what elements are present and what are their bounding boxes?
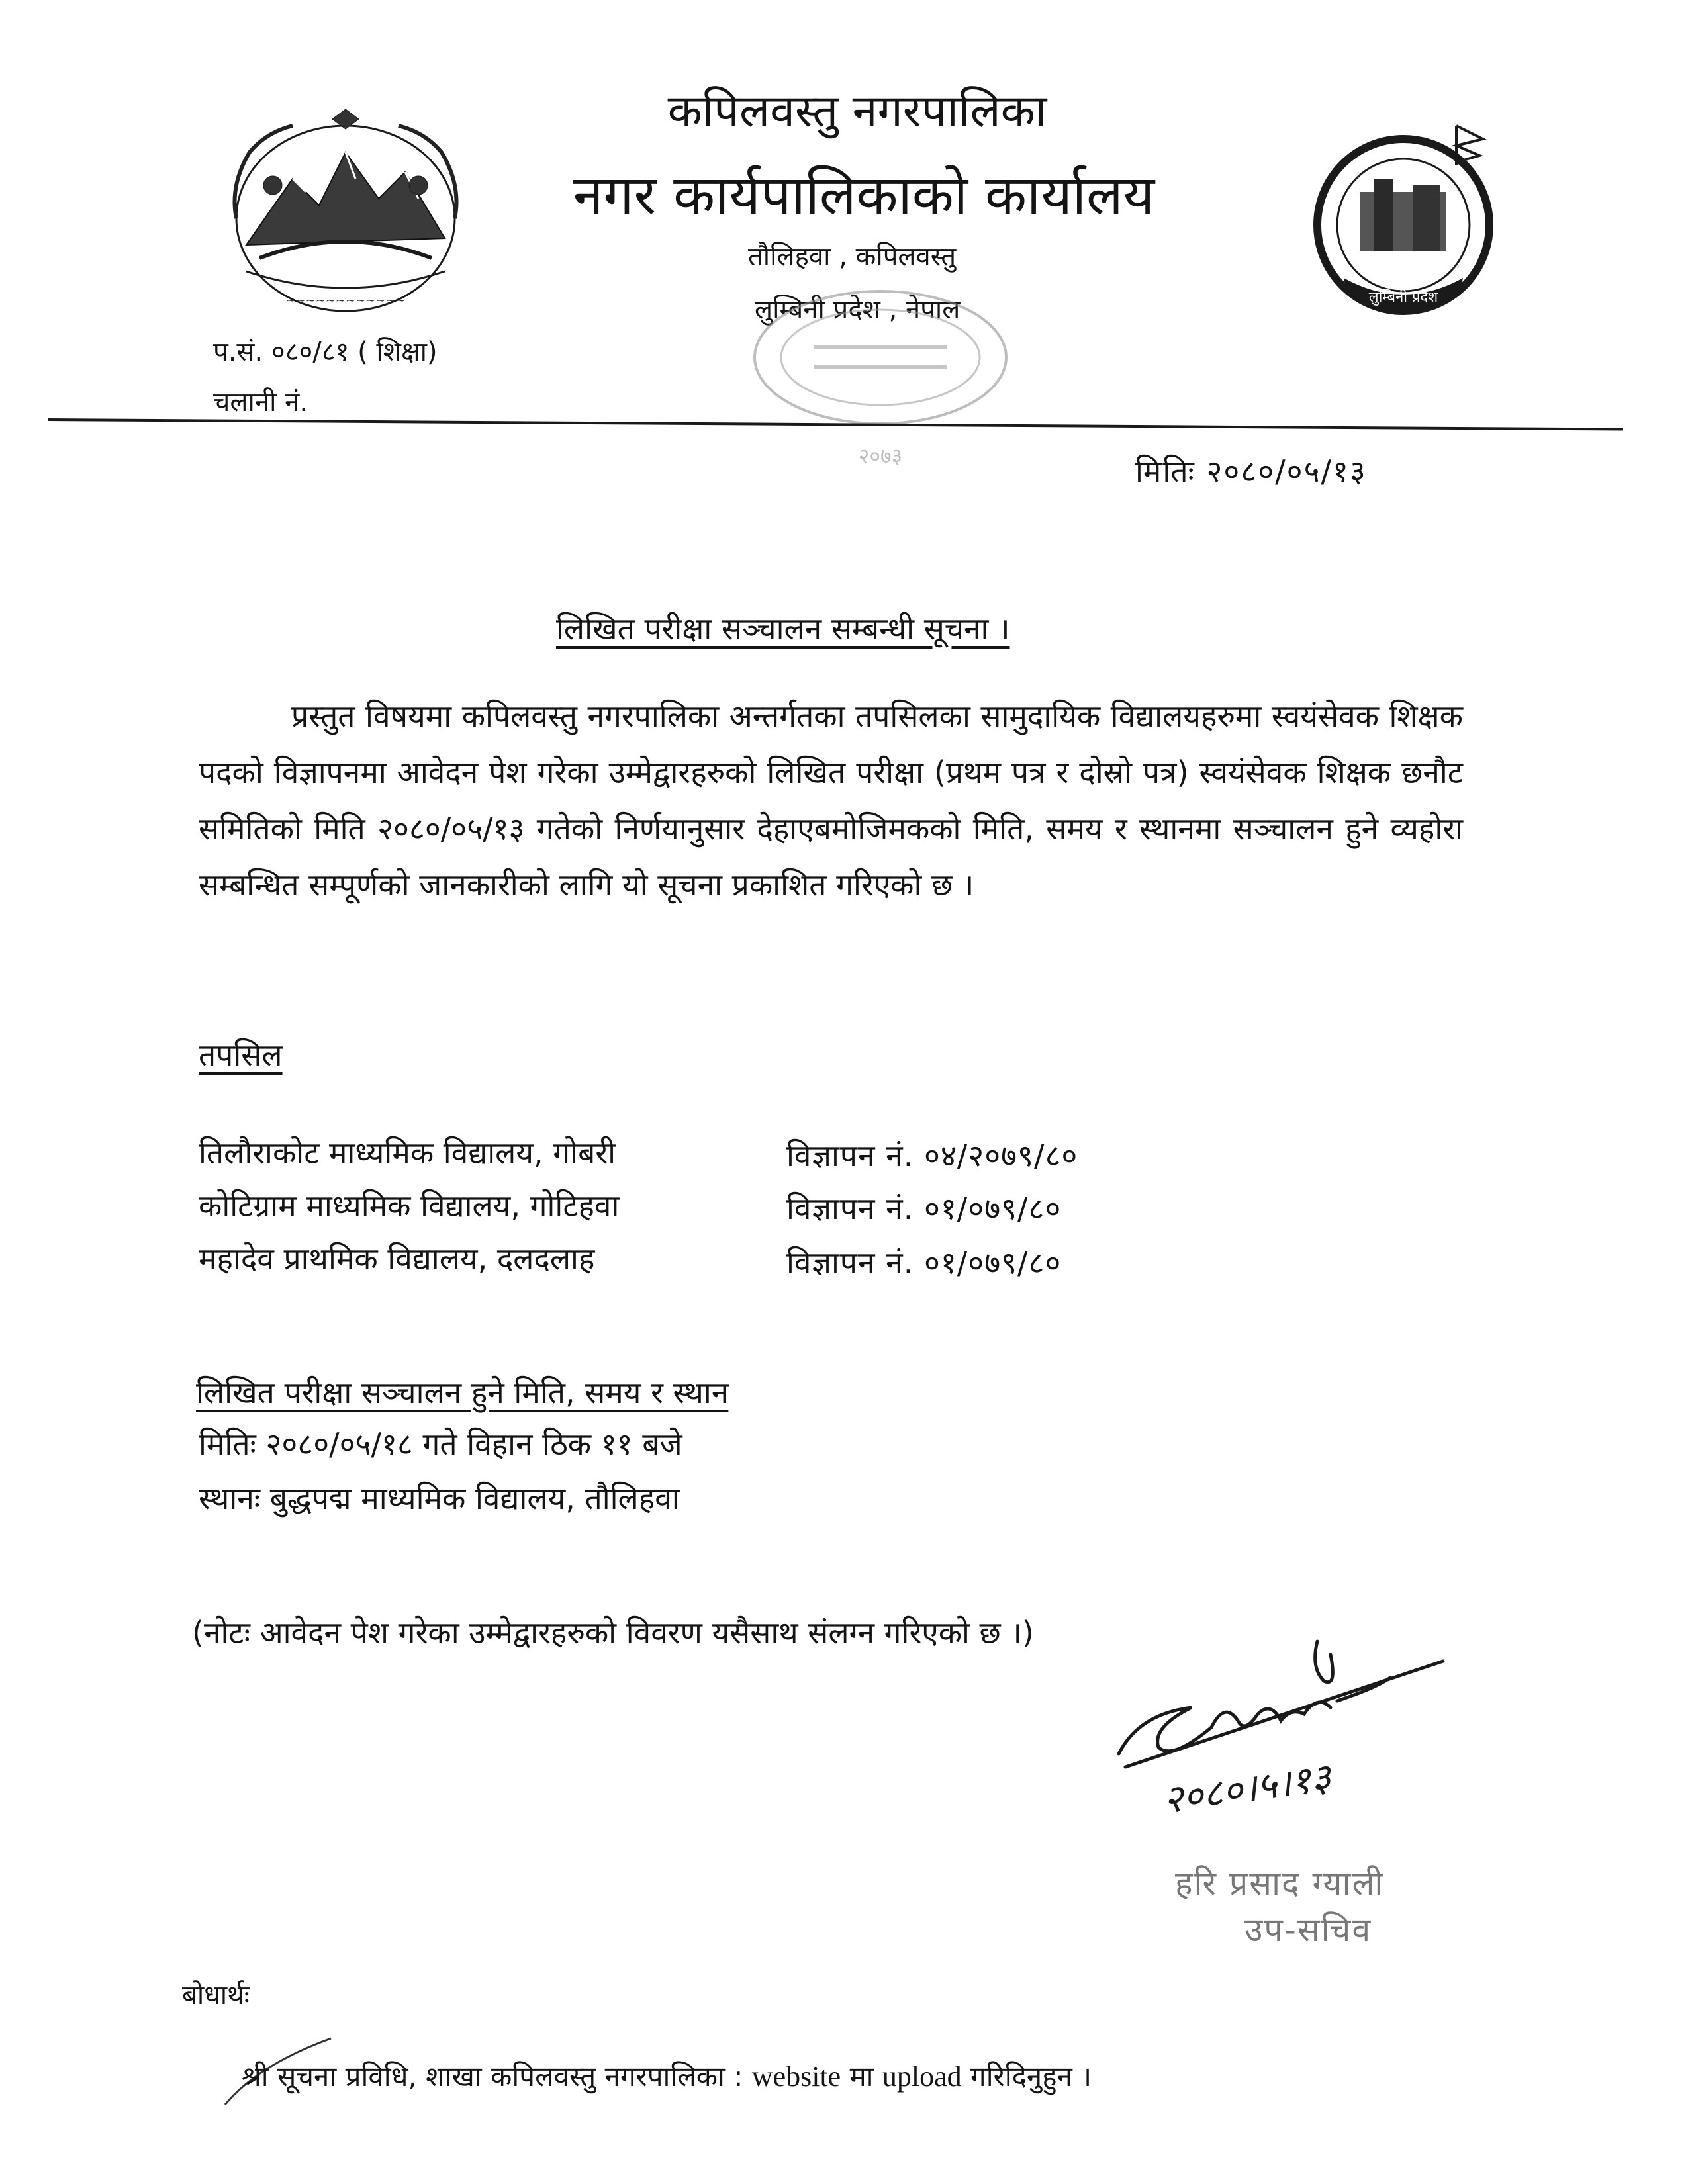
schedule-heading: तपसिल [199, 1037, 283, 1073]
office-location: तौलिहवा , कपिलवस्तु [748, 242, 957, 272]
exam-place: स्थानः बुद्धपद्म माध्यमिक विद्यालय, तौलिहवा [199, 1480, 680, 1516]
copy-to-upload: upload [882, 2060, 962, 2093]
school-advert-number: विज्ञापन नं. ०१/०७९/८० [786, 1245, 1062, 1281]
notice-body: प्रस्तुत विषयमा कपिलवस्तु नगरपालिका अन्तर्गतका तपसिलका सामुदायिक विद्यालयहरुमा स्वयंसेवक शिक्षक पदको विज्ञापनमा आवेदन पेश गरेका उम्मेद्वारहरुको लिखित परीक्षा (प्रथम पत्र र दोस्रो पत्र) स्वयंसेवक शिक्षक छनौट समितिको मिति २०८०/०५/१३ गतेको निर्णयानुसार देहाएबमोजिमकको मिति, समय र स्थानमा सञ्चालन हुने व्यहोरा सम्बन्धित सम्पूर्णको जानकारीको लागि यो सूचना प्रकाशित गरिएको छ । [199, 698, 1463, 903]
school-name: कोटिग्राम माध्यमिक विद्यालय, गोटिहवा [199, 1188, 620, 1224]
reference-number: प.सं. ०८०/८१ ( शिक्षा) [213, 337, 438, 367]
copy-to-ma: मा [849, 2060, 874, 2093]
signature-icon [1112, 1615, 1483, 1827]
office-round-stamp-icon [735, 285, 1026, 470]
copy-to-line [242, 2057, 1092, 2095]
school-advert-number: विज्ञापन नं. ०१/०७९/८० [786, 1191, 1062, 1226]
svg-text:~~~~~~~~~~~~: ~~~~~~~~~~~~ [285, 294, 406, 308]
municipality-name: कपिलवस्तु नगरपालिका [667, 85, 1047, 138]
office-province: लुम्बिनी प्रदेश , नेपाल [755, 295, 961, 325]
exam-details-heading: लिखित परीक्षा सञ्चालन हुने मिति, समय र स्थान [196, 1375, 729, 1410]
officer-name-stamp: हरि प्रसाद ग्याली [1175, 1864, 1385, 1903]
letter-date: मितिः २०८०/०५/१३ [1135, 453, 1367, 489]
office-name: नगर कार्यपालिकाको कार्यालय [573, 164, 1155, 227]
attachment-note: (नोटः आवेदन पेश गरेका उम्मेद्वारहरुको विवरण यसैसाथ संलग्न गरिएको छ ।) [192, 1615, 1034, 1651]
copy-to-request: गरिदिनुहुन । [970, 2060, 1092, 2093]
dispatch-number: चलानी नं. [213, 387, 308, 418]
school-advert-number: विज्ञापन नं. ०४/२०७९/८० [786, 1138, 1078, 1173]
officer-designation-stamp: उप-सचिव [1244, 1911, 1372, 1949]
copy-to-recipient: श्री सूचना प्रविधि, शाखा कपिलवस्तु नगरपालिका : [242, 2060, 743, 2093]
school-name: तिलौराकोट माध्यमिक विद्यालय, गोबरी [199, 1135, 616, 1171]
municipality-seal-icon [1297, 113, 1516, 324]
handwritten-date: २०८०।५।१३ [1160, 1754, 1334, 1823]
copy-to-label: बोधार्थः [182, 1980, 250, 2011]
notice-title: लिखित परीक्षा सञ्चालन सम्बन्धी सूचना । [556, 611, 1010, 647]
exam-date: मितिः २०८०/०५/१८ गते विहान ठिक ११ बजे [199, 1426, 682, 1462]
copy-to-website: website [751, 2060, 841, 2093]
school-name: महादेव प्राथमिक विद्यालय, दलदलाह [199, 1241, 595, 1277]
stamp-number: २०७३ [858, 443, 903, 469]
seal-ribbon-text: लुम्बिनी प्रदेश [1368, 289, 1438, 306]
